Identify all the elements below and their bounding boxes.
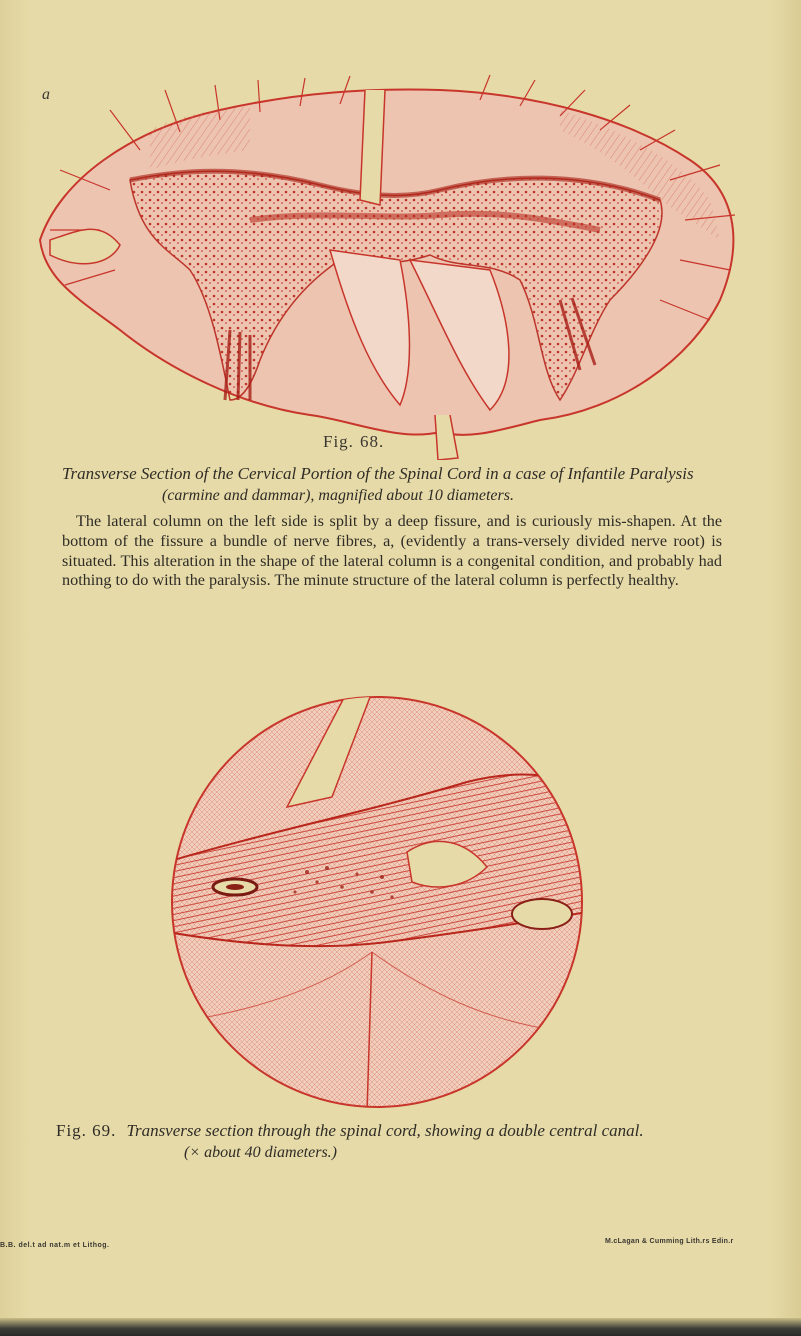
figure-68-illustration: [20, 70, 760, 460]
vessel-right: [512, 899, 572, 929]
figure-68-caption: [62, 463, 752, 507]
posterior-fissure: [360, 90, 385, 205]
credit-artist: B.B. del.t ad nat.m et Lithog.: [0, 1242, 110, 1249]
figure-69-caption: [56, 1120, 756, 1164]
figure-69-caption-line1: Transverse section through the spinal cord, showing a double central canal.: [126, 1121, 644, 1140]
letter-a-marker: a: [42, 86, 50, 103]
bottom-edge: [0, 1318, 801, 1336]
figure-69-caption-line2: (× about 40 diameters.): [184, 1144, 337, 1161]
figure-68-caption-line1: Transverse Section of the Cervical Portion of the Spinal Cord in a case of Infantile Paralysis: [62, 464, 694, 483]
credit-lithographer: M.cLagan & Cumming Lith.rs Edin.r: [605, 1238, 734, 1245]
figure-68-label: [323, 432, 384, 452]
figure-68-number: 68.: [359, 432, 385, 451]
figure-68-description-text: The lateral column on the left side is split by a deep fissure, and is curiously mis-shapen. At the bottom of the fissure a bundle of nerve fibres, a, (evidently a trans-versely divided nerve root) is situated. This alteration in the shape of the lateral column is a congenital condition, and probably had nothing to do with the paralysis. The minute structure of the lateral column is perfectly healthy.: [62, 512, 722, 590]
figure-69-illustration: [167, 692, 587, 1112]
figure-68-label-word: Fig.: [323, 432, 354, 451]
figure-68-caption-line2: (carmine and dammar), magnified about 10 diameters.: [162, 487, 514, 504]
figure-69-label: Fig. 69.: [56, 1121, 117, 1140]
figure-68-description: [62, 512, 722, 591]
